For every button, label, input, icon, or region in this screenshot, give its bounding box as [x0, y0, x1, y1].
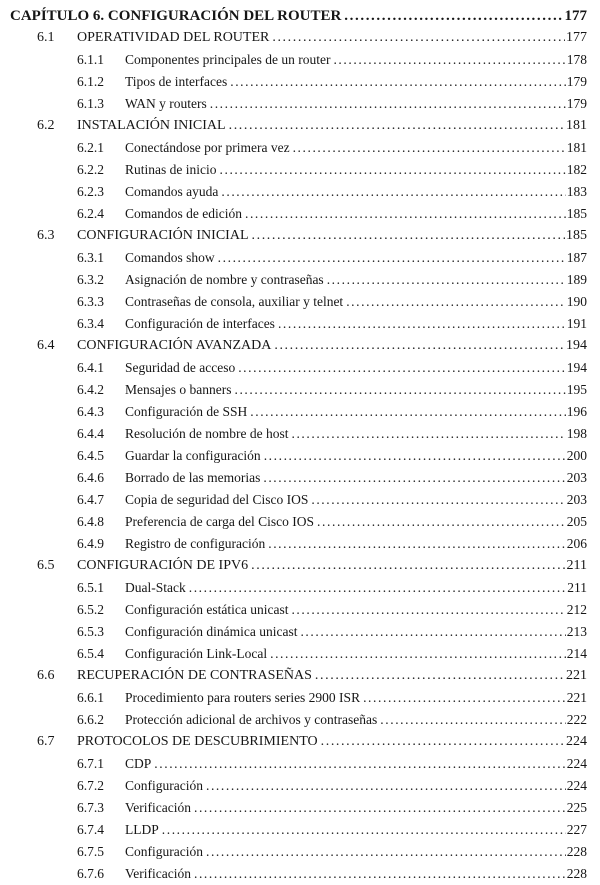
toc-entry	[10, 445, 587, 467]
toc-entry-number: 6.2.3	[77, 184, 104, 199]
toc-entry-number: 6.7.5	[77, 844, 104, 859]
toc-entry-page: 213	[566, 624, 587, 639]
toc-entry-number: 6.3.1	[77, 250, 104, 265]
toc-entry-number: 6.4.8	[77, 514, 104, 529]
toc-entry-title: CDP	[125, 756, 152, 771]
toc-entry-number: 6.7.3	[77, 800, 104, 815]
dot-leader	[229, 115, 565, 137]
toc-entry-page: 198	[566, 426, 587, 441]
toc-entry-page: 224	[566, 756, 587, 771]
dot-leader	[210, 93, 566, 115]
toc-entry-page: 228	[566, 844, 587, 859]
dot-leader	[291, 599, 565, 621]
toc-entry	[10, 731, 587, 753]
toc-entry-page: 177	[566, 30, 587, 45]
toc-entry	[10, 5, 587, 27]
toc-entry	[10, 71, 587, 93]
toc-entry	[10, 467, 587, 489]
toc-entry-page: 221	[566, 668, 587, 683]
toc-entry	[10, 665, 587, 687]
toc-entry-number: 6.3.2	[77, 272, 104, 287]
toc-entry-number: 6.1.2	[77, 74, 104, 89]
toc-entry	[10, 555, 587, 577]
dot-leader	[252, 225, 566, 247]
table-of-contents	[10, 5, 587, 885]
toc-entry-number: 6.5.3	[77, 624, 104, 639]
toc-entry-page: 203	[566, 470, 587, 485]
toc-entry-number: 6.7.2	[77, 778, 104, 793]
toc-entry-title: Configuración	[125, 844, 203, 859]
toc-entry-number: 6.4.6	[77, 470, 104, 485]
dot-leader	[272, 27, 565, 49]
toc-entry-title: Configuración de SSH	[125, 404, 248, 419]
toc-entry-page: 214	[566, 646, 587, 661]
toc-entry-page: 222	[566, 712, 587, 727]
dot-leader	[344, 5, 563, 27]
toc-entry-page: 187	[566, 250, 587, 265]
toc-entry	[10, 489, 587, 511]
toc-entry-title: PROTOCOLOS DE DESCUBRIMIENTO	[77, 734, 318, 749]
toc-entry	[10, 819, 587, 841]
toc-entry-page: 205	[566, 514, 587, 529]
dot-leader	[206, 841, 566, 863]
toc-entry-title: Tipos de interfaces	[125, 74, 228, 89]
toc-entry-title: Guardar la configuración	[125, 448, 261, 463]
toc-entry-page: 189	[566, 272, 587, 287]
dot-leader	[317, 511, 566, 533]
toc-entry-number: 6.3	[37, 228, 55, 243]
toc-entry	[10, 577, 587, 599]
toc-entry-page: 206	[566, 536, 587, 551]
toc-entry-number: 6.4.4	[77, 426, 104, 441]
toc-entry-number: 6.7	[37, 734, 55, 749]
dot-leader	[234, 379, 565, 401]
toc-entry-number: 6.4.1	[77, 360, 104, 375]
toc-entry	[10, 599, 587, 621]
toc-entry	[10, 775, 587, 797]
dot-leader	[250, 401, 566, 423]
toc-entry	[10, 511, 587, 533]
toc-entry-title: CONFIGURACIÓN AVANZADA	[77, 338, 272, 353]
toc-entry-number: 6.5.1	[77, 580, 104, 595]
toc-entry-number: 6.6	[37, 668, 55, 683]
toc-entry-number: 6.6.2	[77, 712, 104, 727]
toc-entry-page: 227	[566, 822, 587, 837]
toc-entry-page: 212	[566, 602, 587, 617]
dot-leader	[154, 753, 565, 775]
dot-leader	[189, 577, 567, 599]
toc-entry-title: Borrado de las memorias	[125, 470, 261, 485]
toc-entry-page: 191	[566, 316, 587, 331]
dot-leader	[218, 247, 566, 269]
toc-entry-page: 224	[566, 778, 587, 793]
dot-leader	[291, 423, 565, 445]
toc-entry-number: 6.2.1	[77, 140, 104, 155]
toc-entry-number: 6.5.2	[77, 602, 104, 617]
toc-entry-page: 211	[566, 558, 587, 573]
toc-entry-title: Seguridad de acceso	[125, 360, 236, 375]
dot-leader	[221, 181, 565, 203]
dot-leader	[270, 643, 566, 665]
toc-entry-page: 194	[566, 338, 587, 353]
toc-entry-number: 6.2	[37, 118, 55, 133]
toc-entry-page: 203	[566, 492, 587, 507]
dot-leader	[263, 467, 565, 489]
toc-entry	[10, 335, 587, 357]
toc-entry-title: Preferencia de carga del Cisco IOS	[125, 514, 315, 529]
toc-entry-page: 181	[566, 140, 587, 155]
dot-leader	[333, 49, 565, 71]
toc-entry-number: 6.5.4	[77, 646, 104, 661]
toc-entry-title: Configuración dinámica unicast	[125, 624, 298, 639]
toc-entry-title: Registro de configuración	[125, 536, 266, 551]
toc-entry-number: 6.1.1	[77, 52, 104, 67]
dot-leader	[194, 797, 566, 819]
toc-entry-title: Verificación	[125, 866, 191, 881]
toc-entry-title: LLDP	[125, 822, 159, 837]
toc-entry	[10, 49, 587, 71]
toc-entry	[10, 753, 587, 775]
toc-entry-number: 6.2.2	[77, 162, 104, 177]
toc-entry-title: Conectándose por primera vez	[125, 140, 290, 155]
dot-leader	[327, 269, 566, 291]
dot-leader	[206, 775, 566, 797]
toc-entry-number: 6.5	[37, 558, 55, 573]
toc-entry-number: 6.1.3	[77, 96, 104, 111]
dot-leader	[278, 313, 566, 335]
toc-entry	[10, 269, 587, 291]
toc-entry-title: Copia de seguridad del Cisco IOS	[125, 492, 309, 507]
toc-entry-page: 195	[566, 382, 587, 397]
toc-entry-title: Asignación de nombre y contraseñas	[125, 272, 324, 287]
toc-entry	[10, 225, 587, 247]
dot-leader	[264, 445, 566, 467]
toc-entry-number: 6.7.1	[77, 756, 104, 771]
dot-leader	[293, 137, 566, 159]
toc-entry-page: 225	[566, 800, 587, 815]
toc-entry-title: Mensajes o banners	[125, 382, 232, 397]
dot-leader	[346, 291, 566, 313]
toc-entry-page: 211	[567, 580, 587, 595]
dot-leader	[300, 621, 565, 643]
toc-entry	[10, 181, 587, 203]
toc-entry-number: 6.3.4	[77, 316, 104, 331]
toc-entry-number: 6.1	[37, 30, 55, 45]
toc-entry	[10, 203, 587, 225]
toc-entry-title: Contraseñas de consola, auxiliar y telnet	[125, 294, 344, 309]
toc-entry	[10, 797, 587, 819]
toc-entry	[10, 423, 587, 445]
dot-leader	[321, 731, 565, 753]
toc-entry-number: 6.4.7	[77, 492, 104, 507]
dot-leader	[268, 533, 566, 555]
toc-entry-title: Resolución de nombre de host	[125, 426, 289, 441]
toc-entry-number: 6.3.3	[77, 294, 104, 309]
toc-entry-page: 228	[566, 866, 587, 881]
toc-entry	[10, 379, 587, 401]
toc-entry-number: 6.7.4	[77, 822, 104, 837]
toc-entry	[10, 401, 587, 423]
toc-entry-page: 181	[566, 118, 587, 133]
toc-entry	[10, 687, 587, 709]
dot-leader	[315, 665, 565, 687]
dot-leader	[220, 159, 566, 181]
toc-entry	[10, 643, 587, 665]
toc-entry	[10, 137, 587, 159]
toc-entry-number: 6.6.1	[77, 690, 104, 705]
toc-entry-title: WAN y routers	[125, 96, 207, 111]
toc-entry-page: 200	[566, 448, 587, 463]
toc-entry-page: 224	[566, 734, 587, 749]
toc-entry	[10, 115, 587, 137]
toc-entry-title: Protección adicional de archivos y contraseñas	[125, 712, 378, 727]
toc-entry	[10, 357, 587, 379]
toc-entry-page: 221	[566, 690, 587, 705]
dot-leader	[311, 489, 565, 511]
toc-entry-number: 6.4	[37, 338, 55, 353]
toc-entry-title: Comandos de edición	[125, 206, 242, 221]
toc-entry-page: 179	[566, 96, 587, 111]
toc-entry-title: Configuración	[125, 778, 203, 793]
toc-entry-title: Rutinas de inicio	[125, 162, 217, 177]
toc-entry-title: Comandos show	[125, 250, 215, 265]
toc-entry-title: CAPÍTULO 6. CONFIGURACIÓN DEL ROUTER	[10, 8, 342, 24]
toc-entry-number: 6.7.6	[77, 866, 104, 881]
toc-entry-page: 182	[566, 162, 587, 177]
toc-entry	[10, 621, 587, 643]
dot-leader	[162, 819, 566, 841]
toc-entry	[10, 533, 587, 555]
toc-entry-page: 177	[564, 8, 587, 24]
toc-entry-title: CONFIGURACIÓN INICIAL	[77, 228, 249, 243]
toc-entry-title: Configuración estática unicast	[125, 602, 289, 617]
toc-entry	[10, 247, 587, 269]
toc-entry-number: 6.4.3	[77, 404, 104, 419]
toc-entry	[10, 159, 587, 181]
dot-leader	[363, 687, 566, 709]
toc-entry-title: Dual-Stack	[125, 580, 186, 595]
toc-entry-title: Configuración Link-Local	[125, 646, 268, 661]
toc-entry-page: 183	[566, 184, 587, 199]
toc-entry	[10, 841, 587, 863]
dot-leader	[380, 709, 565, 731]
toc-entry-title: Procedimiento para routers series 2900 ISR	[125, 690, 361, 705]
toc-entry-title: CONFIGURACIÓN DE IPV6	[77, 558, 249, 573]
toc-entry-title: INSTALACIÓN INICIAL	[77, 118, 226, 133]
toc-entry-title: Componentes principales de un router	[125, 52, 331, 67]
dot-leader	[274, 335, 565, 357]
toc-entry-number: 6.4.5	[77, 448, 104, 463]
toc-entry-number: 6.2.4	[77, 206, 104, 221]
toc-entry-page: 190	[566, 294, 587, 309]
toc-entry-page: 185	[566, 206, 587, 221]
toc-entry-title: Verificación	[125, 800, 191, 815]
dot-leader	[251, 555, 565, 577]
toc-entry	[10, 709, 587, 731]
toc-entry-title: Configuración de interfaces	[125, 316, 275, 331]
dot-leader	[230, 71, 566, 93]
toc-entry-number: 6.4.9	[77, 536, 104, 551]
toc-entry-title: Comandos ayuda	[125, 184, 219, 199]
toc-entry-page: 196	[566, 404, 587, 419]
dot-leader	[245, 203, 566, 225]
toc-entry-page: 185	[566, 228, 587, 243]
toc-entry	[10, 27, 587, 49]
toc-entry-page: 194	[566, 360, 587, 375]
toc-entry	[10, 313, 587, 335]
toc-entry-number: 6.4.2	[77, 382, 104, 397]
toc-entry-title: RECUPERACIÓN DE CONTRASEÑAS	[77, 668, 312, 683]
toc-entry-page: 178	[566, 52, 587, 67]
toc-entry-page: 179	[566, 74, 587, 89]
dot-leader	[238, 357, 566, 379]
toc-entry	[10, 93, 587, 115]
toc-entry-title: OPERATIVIDAD DEL ROUTER	[77, 30, 270, 45]
toc-entry	[10, 291, 587, 313]
